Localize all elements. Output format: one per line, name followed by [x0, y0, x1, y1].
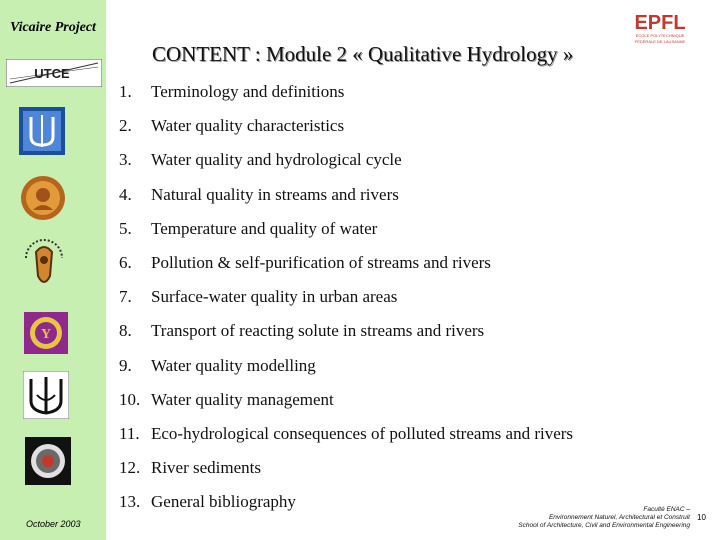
list-item: [119, 219, 573, 253]
list-item: [119, 82, 573, 116]
item-text: Surface-water quality in urban areas: [151, 287, 398, 307]
item-number: 5.: [119, 218, 132, 238]
university-shield-logo: [19, 107, 65, 155]
contents-list: [119, 82, 573, 526]
footer-line-1: Faculté ENAC –: [643, 506, 690, 513]
date-label: October 2003: [26, 519, 81, 529]
item-text: River sediments: [151, 458, 262, 478]
item-text: General bibliography: [151, 492, 296, 512]
list-item: [119, 185, 573, 219]
list-item: [119, 321, 573, 355]
item-number: 11.: [119, 423, 140, 443]
item-number: 4.: [119, 184, 132, 204]
item-text: Terminology and definitions: [151, 82, 345, 101]
page-number: 10: [697, 513, 706, 522]
round-seal-logo: [25, 437, 71, 485]
item-text: Pollution & self-purification of streams and rivers: [151, 252, 491, 272]
utce-text: UTCE: [34, 66, 70, 81]
item-number: 13.: [119, 492, 141, 512]
item-number: 7.: [119, 287, 132, 307]
page-title: CONTENT : Module 2 « Qualitative Hydrology »: [152, 42, 574, 66]
item-number: 10.: [119, 389, 141, 409]
item-text: Eco-hydrological consequences of polluted streams and rivers: [151, 423, 574, 443]
item-number: 9.: [119, 355, 132, 375]
item-number: 1.: [119, 82, 132, 101]
item-text: Water quality modelling: [151, 355, 316, 375]
epfl-sub2: FÉDÉRALE DE LAUSANNE: [634, 39, 686, 44]
laurel-logo: [24, 312, 68, 354]
epfl-sub1: ÉCOLE POLYTECHNIQUE: [635, 33, 685, 38]
svg-text:Y: Y: [40, 327, 52, 342]
utce-logo: [6, 59, 102, 87]
list-item: [119, 390, 573, 424]
item-text: Water quality characteristics: [151, 116, 345, 136]
trident-logo: [23, 371, 69, 419]
list-item: [119, 287, 573, 321]
item-text: Natural quality in streams and rivers: [151, 184, 399, 204]
project-name: Vicaire Project: [10, 20, 96, 35]
item-text: Water quality management: [151, 389, 334, 409]
item-number: 6.: [119, 252, 132, 272]
item-number: 12.: [119, 458, 141, 478]
epfl-logo: [628, 8, 692, 48]
item-text: Temperature and quality of water: [151, 218, 378, 238]
medal-logo: [19, 174, 67, 222]
emblem-logo: [20, 236, 68, 292]
list-item: [119, 458, 573, 492]
item-number: 2.: [119, 116, 132, 136]
item-number: 3.: [119, 150, 132, 170]
list-item: [119, 116, 573, 150]
list-item: [119, 492, 573, 526]
list-item: [119, 356, 573, 390]
footer-line-3: School of Architecture, Civil and Environmental Engineering: [518, 522, 690, 529]
list-item: [119, 424, 573, 458]
list-item: [119, 253, 573, 287]
item-text: Water quality and hydrological cycle: [151, 150, 402, 170]
epfl-wordmark: EPFL: [634, 12, 686, 34]
list-item: [119, 150, 573, 184]
faculty-footer: [518, 506, 690, 530]
footer-line-2: Environnement Naturel, Architectural et Construit: [548, 514, 690, 521]
item-text: Transport of reacting solute in streams and rivers: [151, 321, 485, 341]
item-number: 8.: [119, 321, 132, 341]
